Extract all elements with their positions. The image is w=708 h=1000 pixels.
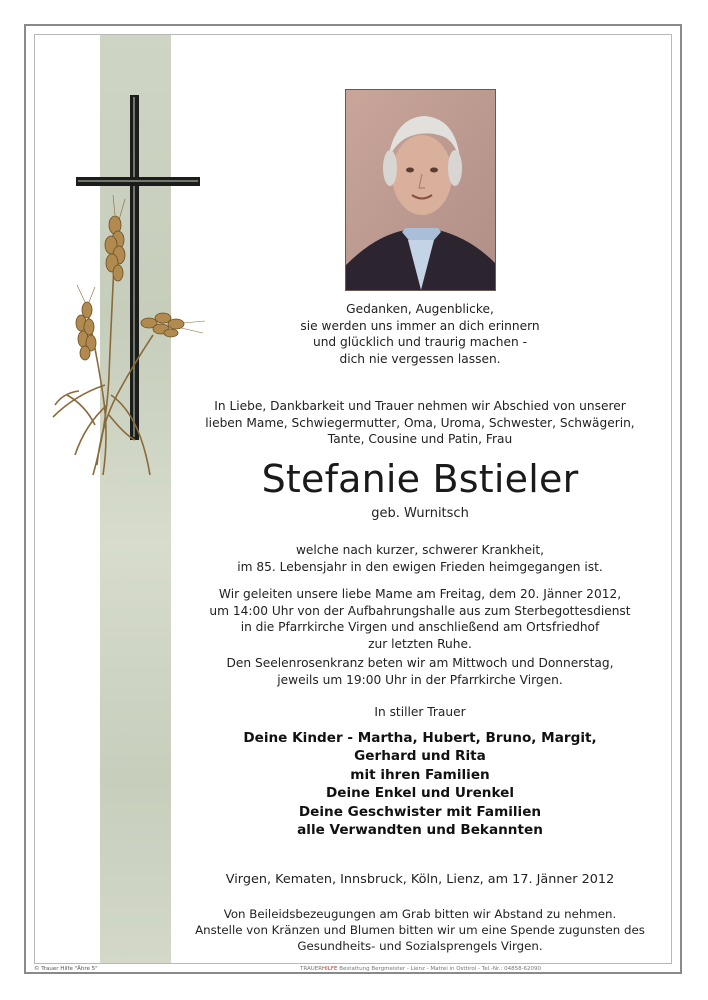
notice-line: im 85. Lebensjahr in den ewigen Frieden heimgegangen ist. (237, 559, 603, 574)
condolence-line: Gesundheits- und Sozialsprengels Virgen. (297, 939, 543, 953)
condolence-line: Von Beileidsbezeugungen am Grab bitten wir Abstand zu nehmen. (223, 907, 617, 921)
poem-line: Gedanken, Augenblicke, (346, 302, 494, 316)
footer-imprint (300, 966, 541, 972)
poem-line: dich nie vergessen lassen. (339, 351, 501, 366)
funeral-line: um 14:00 Uhr von der Aufbahrungshalle aus zum Sterbegottesdienst (209, 603, 631, 618)
family-list (210, 729, 630, 839)
footer-copyright: © Trauer Hilfe "Ähre 5" (34, 966, 98, 972)
rosary-line: Den Seelenrosenkranz beten wir am Mittwoch und Donnerstag, (226, 656, 614, 670)
poem (230, 301, 610, 367)
rosary-line: jeweils um 19:00 Uhr in der Pfarrkirche Virgen. (277, 672, 563, 687)
condolence-note (195, 906, 645, 954)
family-line: alle Verwandten und Bekannten (297, 822, 543, 839)
family-line: Deine Kinder - Martha, Hubert, Bruno, Margit, (243, 730, 597, 746)
place-date: Virgen, Kematen, Innsbruck, Köln, Lienz, am 17. Jänner 2012 (225, 872, 615, 887)
footer-brand-b: HILFE (322, 966, 338, 972)
family-line: Deine Enkel und Urenkel (325, 785, 515, 802)
family-line: mit ihren Familien (350, 766, 490, 783)
funeral-line: zur letzten Ruhe. (368, 636, 472, 651)
rosary-details (200, 655, 640, 688)
intro-text (195, 398, 645, 448)
intro-line: In Liebe, Dankbarkeit und Trauer nehmen wir Abschied von unserer (214, 399, 626, 413)
family-line: Gerhard und Rita (354, 748, 486, 765)
footer-rest: Bestattung Bergmeister - Lienz - Matrei in Osttirol - Tel.-Nr.: 04858-62090 (337, 966, 542, 972)
poem-line: sie werden uns immer an dich erinnern (300, 318, 540, 333)
intro-line: Tante, Cousine und Patin, Frau (327, 432, 513, 446)
portrait-photo (345, 89, 496, 291)
funeral-details (200, 586, 640, 652)
intro-line: lieben Mame, Schwiegermutter, Oma, Uroma, Schwester, Schwägerin, (205, 415, 635, 430)
deceased-name: Stefanie Bstieler (261, 457, 579, 501)
funeral-line: Wir geleiten unsere liebe Mame am Freitag, dem 20. Jänner 2012, (218, 587, 622, 601)
mourning-label: In stiller Trauer (374, 705, 466, 719)
condolence-line: Anstelle von Kränzen und Blumen bitten wir um eine Spende zugunsten des (195, 923, 645, 937)
cross-icon (45, 95, 215, 500)
family-line: Deine Geschwister mit Familien (298, 803, 542, 820)
cross-wheat-emblem (45, 95, 215, 500)
birth-name: geb. Wurnitsch (371, 506, 469, 521)
footer-brand-a: TRAUER (300, 966, 323, 972)
poem-line: und glücklich und traurig machen - (312, 335, 528, 349)
notice-line: welche nach kurzer, schwerer Krankheit, (295, 543, 545, 557)
death-notice (200, 542, 640, 575)
funeral-line: in die Pfarrkirche Virgen und anschließend am Ortsfriedhof (240, 620, 600, 634)
